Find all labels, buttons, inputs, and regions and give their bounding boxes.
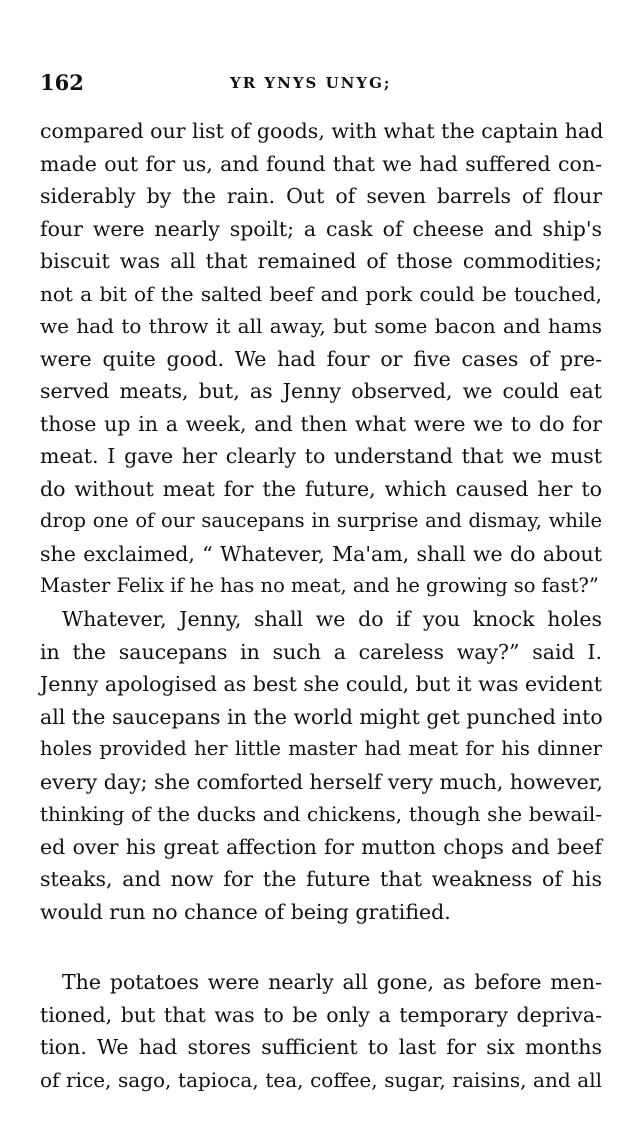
text-line: tion. We had stores sufficient to last for six months — [40, 1035, 602, 1059]
text-line: of rice, sago, tapioca, tea, coffee, sugar, raisins, and all — [40, 1067, 602, 1092]
text-line: holes provided her little master had meat for his dinner — [40, 737, 602, 760]
text-line: she exclaimed, “ Whatever, Ma'am, shall we do about — [40, 541, 602, 566]
text-line: thinking of the ducks and chickens, though she bewail- — [40, 802, 602, 826]
text-line: compared our list of goods, with what the captain had — [40, 119, 604, 143]
text-line: made out for us, and found that we had suffered con- — [40, 151, 602, 176]
text-line: Jenny apologised as best she could, but it was evident — [40, 672, 602, 696]
text-line: Whatever, Jenny, shall we do if you knock holes — [62, 607, 602, 631]
text-line: meat. I gave her clearly to understand that we must — [40, 444, 602, 468]
text-line: served meats, but, as Jenny observed, we could eat — [40, 379, 602, 403]
text-line: all the saucepans in the world might get punched into — [40, 704, 603, 729]
text-line: do without meat for the future, which caused her to — [40, 476, 602, 501]
text-line: four were nearly spoilt; a cask of cheese and ship's — [40, 216, 602, 241]
text-line: would run no chance of being gratified. — [40, 899, 451, 924]
running-title: YR YNYS UNYG; — [230, 74, 392, 92]
text-line: tioned, but that was to be only a temporary depriva- — [40, 1002, 602, 1027]
text-line: siderably by the rain. Out of seven barrels of flour — [40, 184, 602, 208]
text-line: drop one of our saucepans in surprise and dismay, while — [40, 509, 602, 532]
text-line: Master Felix if he has no meat, and he growing so fast?” — [40, 574, 599, 597]
running-head — [40, 70, 610, 100]
page-number: 162 — [40, 70, 84, 95]
text-line: biscuit was all that remained of those commodities; — [40, 249, 602, 273]
text-line: every day; she comforted herself very much, however, — [40, 769, 603, 794]
text-line: ed over his great affection for mutton chops and beef — [40, 834, 602, 859]
text-line: we had to throw it all away, but some bacon and hams — [40, 314, 602, 338]
text-line: in the saucepans in such a careless way?” said I. — [40, 639, 602, 664]
text-line: were quite good. We had four or five cases of pre- — [40, 346, 602, 371]
text-line: The potatoes were nearly all gone, as before men- — [62, 970, 602, 994]
text-line: not a bit of the salted beef and pork could be touched, — [40, 281, 602, 306]
text-line: steaks, and now for the future that weakness of his — [40, 867, 602, 891]
text-line: those up in a week, and then what were we to do for — [40, 411, 602, 436]
